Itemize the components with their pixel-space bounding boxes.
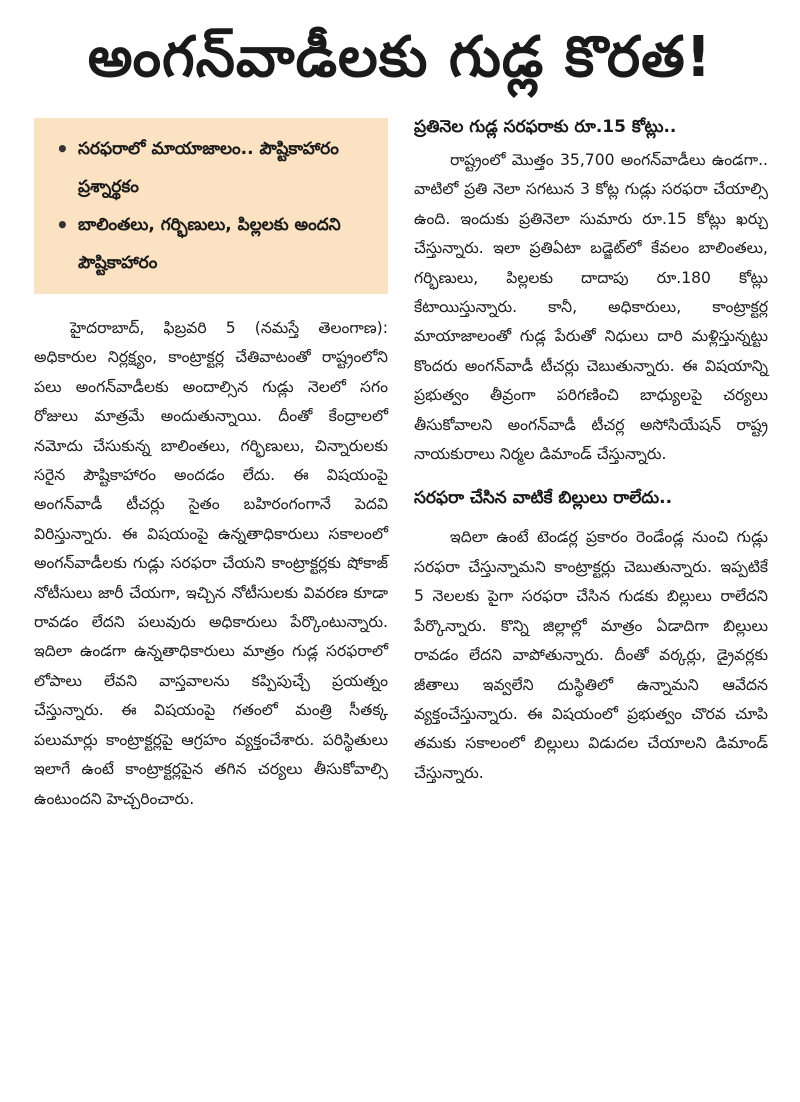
bullet-icon: • (56, 213, 69, 237)
right-body-paragraph-2: ఇదిలా ఉంటే టెండర్ల ప్రకారం రెండేండ్ల నుంచి గుడ్లు సరఫరా చేస్తున్నామని కాంట్రాక్టర్లు చెబుతున్నారు. ఇప్పటికే 5 నెలలకు పైగా సరఫరా చేసిన గుడకు బిల్లులు రాలేదని పేర్కొన్నారు. కొన్ని జిల్లాల్లో మాత్రం ఏడాదిగా బిల్లులు రావడం లేదని వాపోతున్నారు. దీంతో వర్కర్లు, డ్రైవర్లకు జీతాలు ఇవ్వలేని దుస్థితిలో ఉన్నామని ఆవేదన వ్యక్తంచేస్తున్నారు. ఈ విషయంలో ప్రభుత్వం చొరవ చూపి తమకు సకాలంలో బిల్లులు విడుదల చేయాలని డిమాండ్ చేస్తున్నారు. (414, 528, 768, 782)
left-column (34, 118, 388, 814)
right-column (414, 112, 768, 788)
highlight-item (56, 206, 376, 282)
highlight-box (34, 118, 388, 294)
right-body-paragraph-1: రాష్ట్రంలో మొత్తం 35,700 అంగన్‌వాడీలు ఉండగా.. వాటిలో ప్రతి నెలా సగటున 3 కోట్ల గుడ్లు సరఫరా చేయాల్సి ఉంది. ఇందుకు ప్రతినెలా సుమారు రూ.15 కోట్లు ఖర్చు చేస్తున్నారు. ఇలా ప్రతిఏటా బడ్జెట్‌లో కేవలం బాలింతలు, గర్భిణులు, పిల్లలకు దాదాపు రూ.180 కోట్లు కేటాయిస్తున్నారు. కానీ, అధికారులు, కాంట్రాక్టర్ల మాయాజాలంతో గుడ్ల పేరుతో నిధులు దారి మళ్లిస్తున్నట్టు కొందరు అంగన్‌వాడీ టీచర్లు చెబుతున్నారు. ఈ విషయాన్ని ప్రభుత్వం తీవ్రంగా పరిగణించి బాధ్యులపై చర్యలు తీసుకోవాలని అంగన్‌వాడీ టీచర్ల అసోసియేషన్ రాష్ట్ర నాయకురాలు నిర్మల డిమాండ్ చేస్తున్నారు. (414, 151, 768, 464)
left-body-paragraph: హైదరాబాద్, ఫిబ్రవరి 5 (నమస్తే తెలంగాణ): అధికారుల నిర్లక్ష్యం, కాంట్రాక్టర్ల చేతివాటంతో రాష్ట్రంలోని పలు అంగన్‌వాడీలకు అందాల్సిన గుడ్లు నెలలో సగం రోజులు మాత్రమే అందుతున్నాయి. దీంతో కేంద్రాలలో నమోదు చేసుకున్న బాలింతలు, గర్భిణులు, చిన్నారులకు సరైన పౌష్టికాహారం అందడం లేదు. ఈ విషయంపై అంగన్‌వాడీ టీచర్లు సైతం బహిరంగంగానే పెదవి విరిస్తున్నారు. ఈ విషయంపై ఉన్నతాధికారులు సకాలంలో అంగన్‌వాడీలకు గుడ్లు సరఫరా చేయని కాంట్రాక్టర్లకు షోకాజ్ నోటీసులు జారీ చేయగా, ఇచ్చిన నోటీసులకు వివరణ కూడా రావడం లేదని పలువురు అధికారులు పేర్కొంటున్నారు. ఇదిలా ఉండగా ఉన్నతాధికారులు మాత్రం గుడ్ల సరఫరాలో లోపాలు లేవని వాస్తవాలను కప్పిపుచ్చే ప్రయత్నం చేస్తున్నారు. ఈ విషయంపై గతంలో మంత్రి సీతక్క పలుమార్లు కాంట్రాక్టర్లపై ఆగ్రహం వ్యక్తంచేశారు. పరిస్థితులు ఇలాగే ఉంటే కాంట్రాక్టర్లపైన తగిన చర్యలు తీసుకోవాల్సి ఉంటుందని హెచ్చరించారు. (34, 319, 388, 808)
highlight-list (56, 130, 376, 282)
highlight-text: బాలింతలు, గర్భిణులు, పిల్లలకు అందని పౌష్టికాహారం (78, 215, 341, 273)
highlight-text: సరఫరాలో మాయాజాలం.. పౌష్టికాహారం ప్రశ్నార్థకం (78, 139, 339, 197)
highlight-item (56, 130, 376, 206)
bullet-icon: • (56, 137, 69, 161)
subhead-pending-bills: సరఫరా చేసిన వాటికే బిల్లులు రాలేదు.. (414, 488, 673, 509)
subhead-monthly-supply: ప్రతినెల గుడ్ల సరఫరాకు రూ.15 కోట్లు.. (414, 117, 677, 137)
headline: అంగన్‌వాడీలకు గుడ్ల కొరత! (87, 25, 713, 90)
